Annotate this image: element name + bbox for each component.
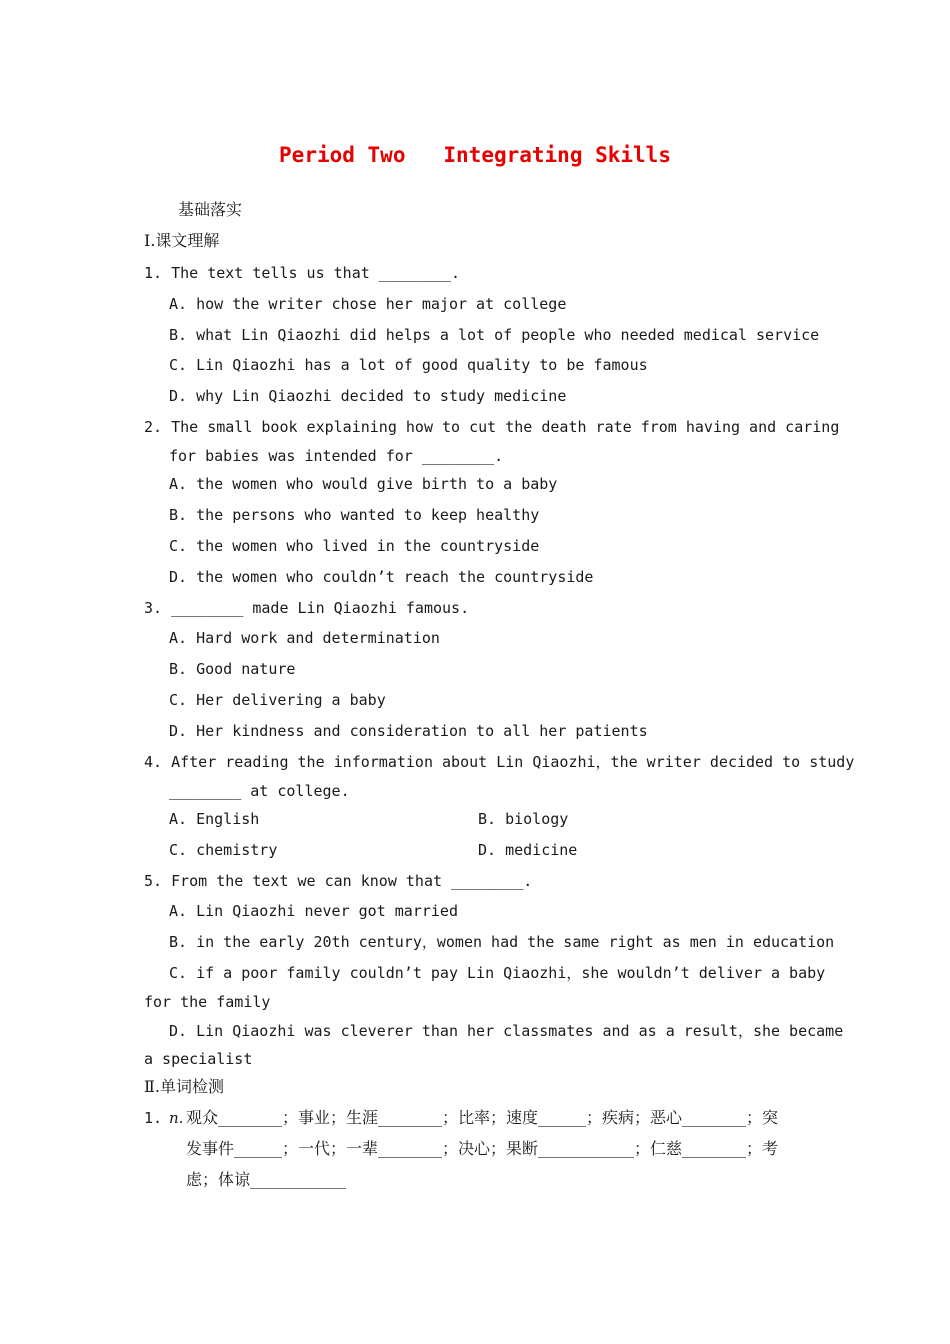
question-3-stem: 3. ________ made Lin Qiaozhi famous. xyxy=(144,599,470,617)
page-title: Period Two Integrating Skills xyxy=(279,143,671,167)
question-5-option-a: A. Lin Qiaozhi never got married xyxy=(169,902,458,920)
section2-heading: Ⅱ.单词检测 xyxy=(144,1077,224,1096)
vocab-item-number: 1. xyxy=(144,1109,163,1127)
question-5-option-d-cont: a specialist xyxy=(144,1050,253,1068)
question-4-option-c: C. chemistry xyxy=(169,841,278,859)
question-1-option-a: A. how the writer chose her major at college xyxy=(169,295,567,313)
question-1-option-c: C. Lin Qiaozhi has a lot of good quality to be famous xyxy=(169,356,648,374)
question-5-option-b: B. in the early 20th century，women had the same right as men in education xyxy=(169,933,835,951)
question-5-stem: 5. From the text we can know that ________. xyxy=(144,872,533,890)
vocab-part-of-speech: n. xyxy=(169,1109,184,1127)
question-1-option-b: B. what Lin Qiaozhi did helps a lot of people who needed medical service xyxy=(169,326,820,344)
question-2-option-b: B. the persons who wanted to keep healthy xyxy=(169,506,540,524)
question-1-option-d: D. why Lin Qiaozhi decided to study medicine xyxy=(169,387,567,405)
question-1-stem: 1. The text tells us that ________. xyxy=(144,264,461,282)
vocab-line-3: 虑；体谅____________ xyxy=(186,1170,347,1189)
vocab-line-1: 观众________；事业；生涯________；比率；速度______；疾病；恶心________；突 xyxy=(186,1108,779,1127)
question-4-option-a: A. English xyxy=(169,810,260,828)
question-4-option-d: D. medicine xyxy=(478,841,578,859)
question-2-stem: 2. The small book explaining how to cut the death rate from having and caring xyxy=(144,418,840,436)
question-3-option-a: A. Hard work and determination xyxy=(169,629,440,647)
question-5-option-c: C. if a poor family couldn’t pay Lin Qiaozhi，she wouldn’t deliver a baby xyxy=(169,964,826,982)
question-2-option-d: D. the women who couldn’t reach the countryside xyxy=(169,568,594,586)
question-3-option-c: C. Her delivering a baby xyxy=(169,691,386,709)
section1-heading: Ⅰ.课文理解 xyxy=(144,231,220,250)
question-4-option-b: B. biology xyxy=(478,810,569,828)
question-3-option-b: B. Good nature xyxy=(169,660,296,678)
basic-heading: 基础落实 xyxy=(178,200,243,219)
question-4-stem-cont: ________ at college. xyxy=(169,782,350,800)
question-2-option-a: A. the women who would give birth to a baby xyxy=(169,475,558,493)
question-2-stem-cont: for babies was intended for ________. xyxy=(169,447,504,465)
question-5-option-c-cont: for the family xyxy=(144,993,271,1011)
question-5-option-d: D. Lin Qiaozhi was cleverer than her classmates and as a result，she became xyxy=(169,1022,844,1040)
question-3-option-d: D. Her kindness and consideration to all her patients xyxy=(169,722,648,740)
question-2-option-c: C. the women who lived in the countryside xyxy=(169,537,540,555)
question-4-stem: 4. After reading the information about Lin Qiaozhi，the writer decided to study xyxy=(144,753,855,771)
vocab-line-2: 发事件______；一代；一辈________；决心；果断____________；仁慈________；考 xyxy=(186,1139,779,1158)
